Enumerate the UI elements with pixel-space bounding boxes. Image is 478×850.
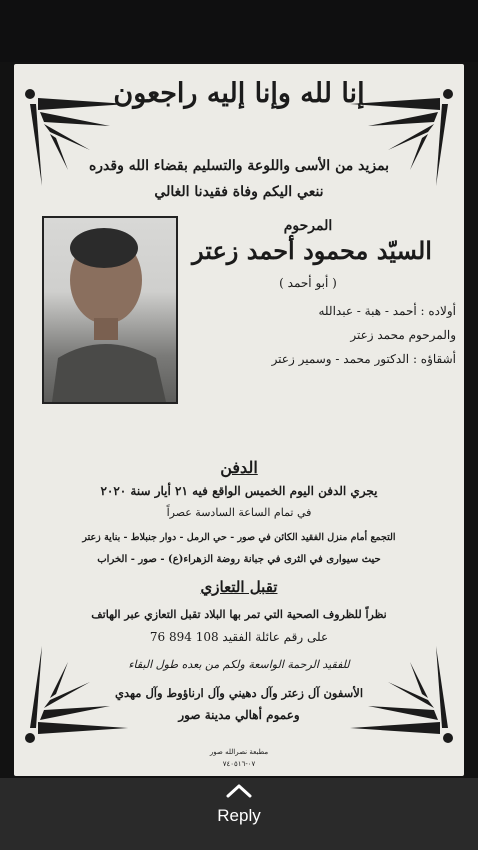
chevron-up-icon[interactable] xyxy=(225,782,253,800)
mourners-line-1: الأسفون آل زعتر وآل دهيني وآل ارناؤوط وآل مهدي xyxy=(114,686,364,700)
reply-button[interactable]: Reply xyxy=(217,806,261,825)
burial-line-1: يجري الدفن اليوم الخميس الواقع فيه ٢١ أيار سنة ٢٠٢٠ xyxy=(100,484,378,498)
burial-line-4: حيث سيوارى في الثرى في جبانة روضة الزهراء(ع) - صور - الخراب xyxy=(97,554,381,565)
portrait-silhouette-icon xyxy=(44,218,176,402)
deceased-name: السيّد محمود أحمد زعتر xyxy=(192,236,432,265)
prayer-line: للفقيد الرحمة الواسعة ولكم من بعده طول البقاء xyxy=(128,658,350,671)
burial-line-3: التجمع أمام منزل الفقيد الكائن في صور - حي الرمل - دوار جنبلاط - بناية زعتر xyxy=(82,532,396,543)
deceased-nickname: ( أبو أحمد ) xyxy=(279,276,337,290)
late-label: المرحوم xyxy=(283,218,333,234)
burial-line-2: في تمام الساعة السادسة عصراً xyxy=(166,506,312,519)
top-bar xyxy=(0,0,478,62)
late-child-line: والمرحوم محمد زعتر xyxy=(350,328,456,342)
siblings-line: أشقاؤه : الدكتور محمد - وسمير زعتر xyxy=(271,352,456,366)
condolence-title: تقبل التعازي xyxy=(200,578,278,596)
deceased-photo xyxy=(42,216,178,404)
printer-line-1: مطبعة نصرالله صور xyxy=(209,748,269,756)
mourners-line-2: وعموم أهالي مدينة صور xyxy=(178,708,300,722)
printer-line-2: ٠٧-٧٤٠٥١٦ xyxy=(222,760,256,768)
burial-title: الدفن xyxy=(220,458,258,477)
children-line: أولاده : أحمد - هبة - عبدالله xyxy=(318,304,456,318)
intro-line-2: ننعي اليكم وفاة فقيدنا الغالي xyxy=(154,184,324,200)
intro-line-1: بمزيد من الأسى واللوعة والتسليم بقضاء الله وقدره xyxy=(88,158,390,174)
condolence-line-2: على رقم عائلة الفقيد 108 894 76 xyxy=(149,630,329,644)
header-calligraphy: إنا لله وإنا إليه راجعون xyxy=(113,78,365,109)
condolence-line-1: نظراً للظروف الصحية التي تمر بها البلاد تقبل التعازي عبر الهاتف xyxy=(91,608,387,621)
obituary-document xyxy=(14,64,464,776)
